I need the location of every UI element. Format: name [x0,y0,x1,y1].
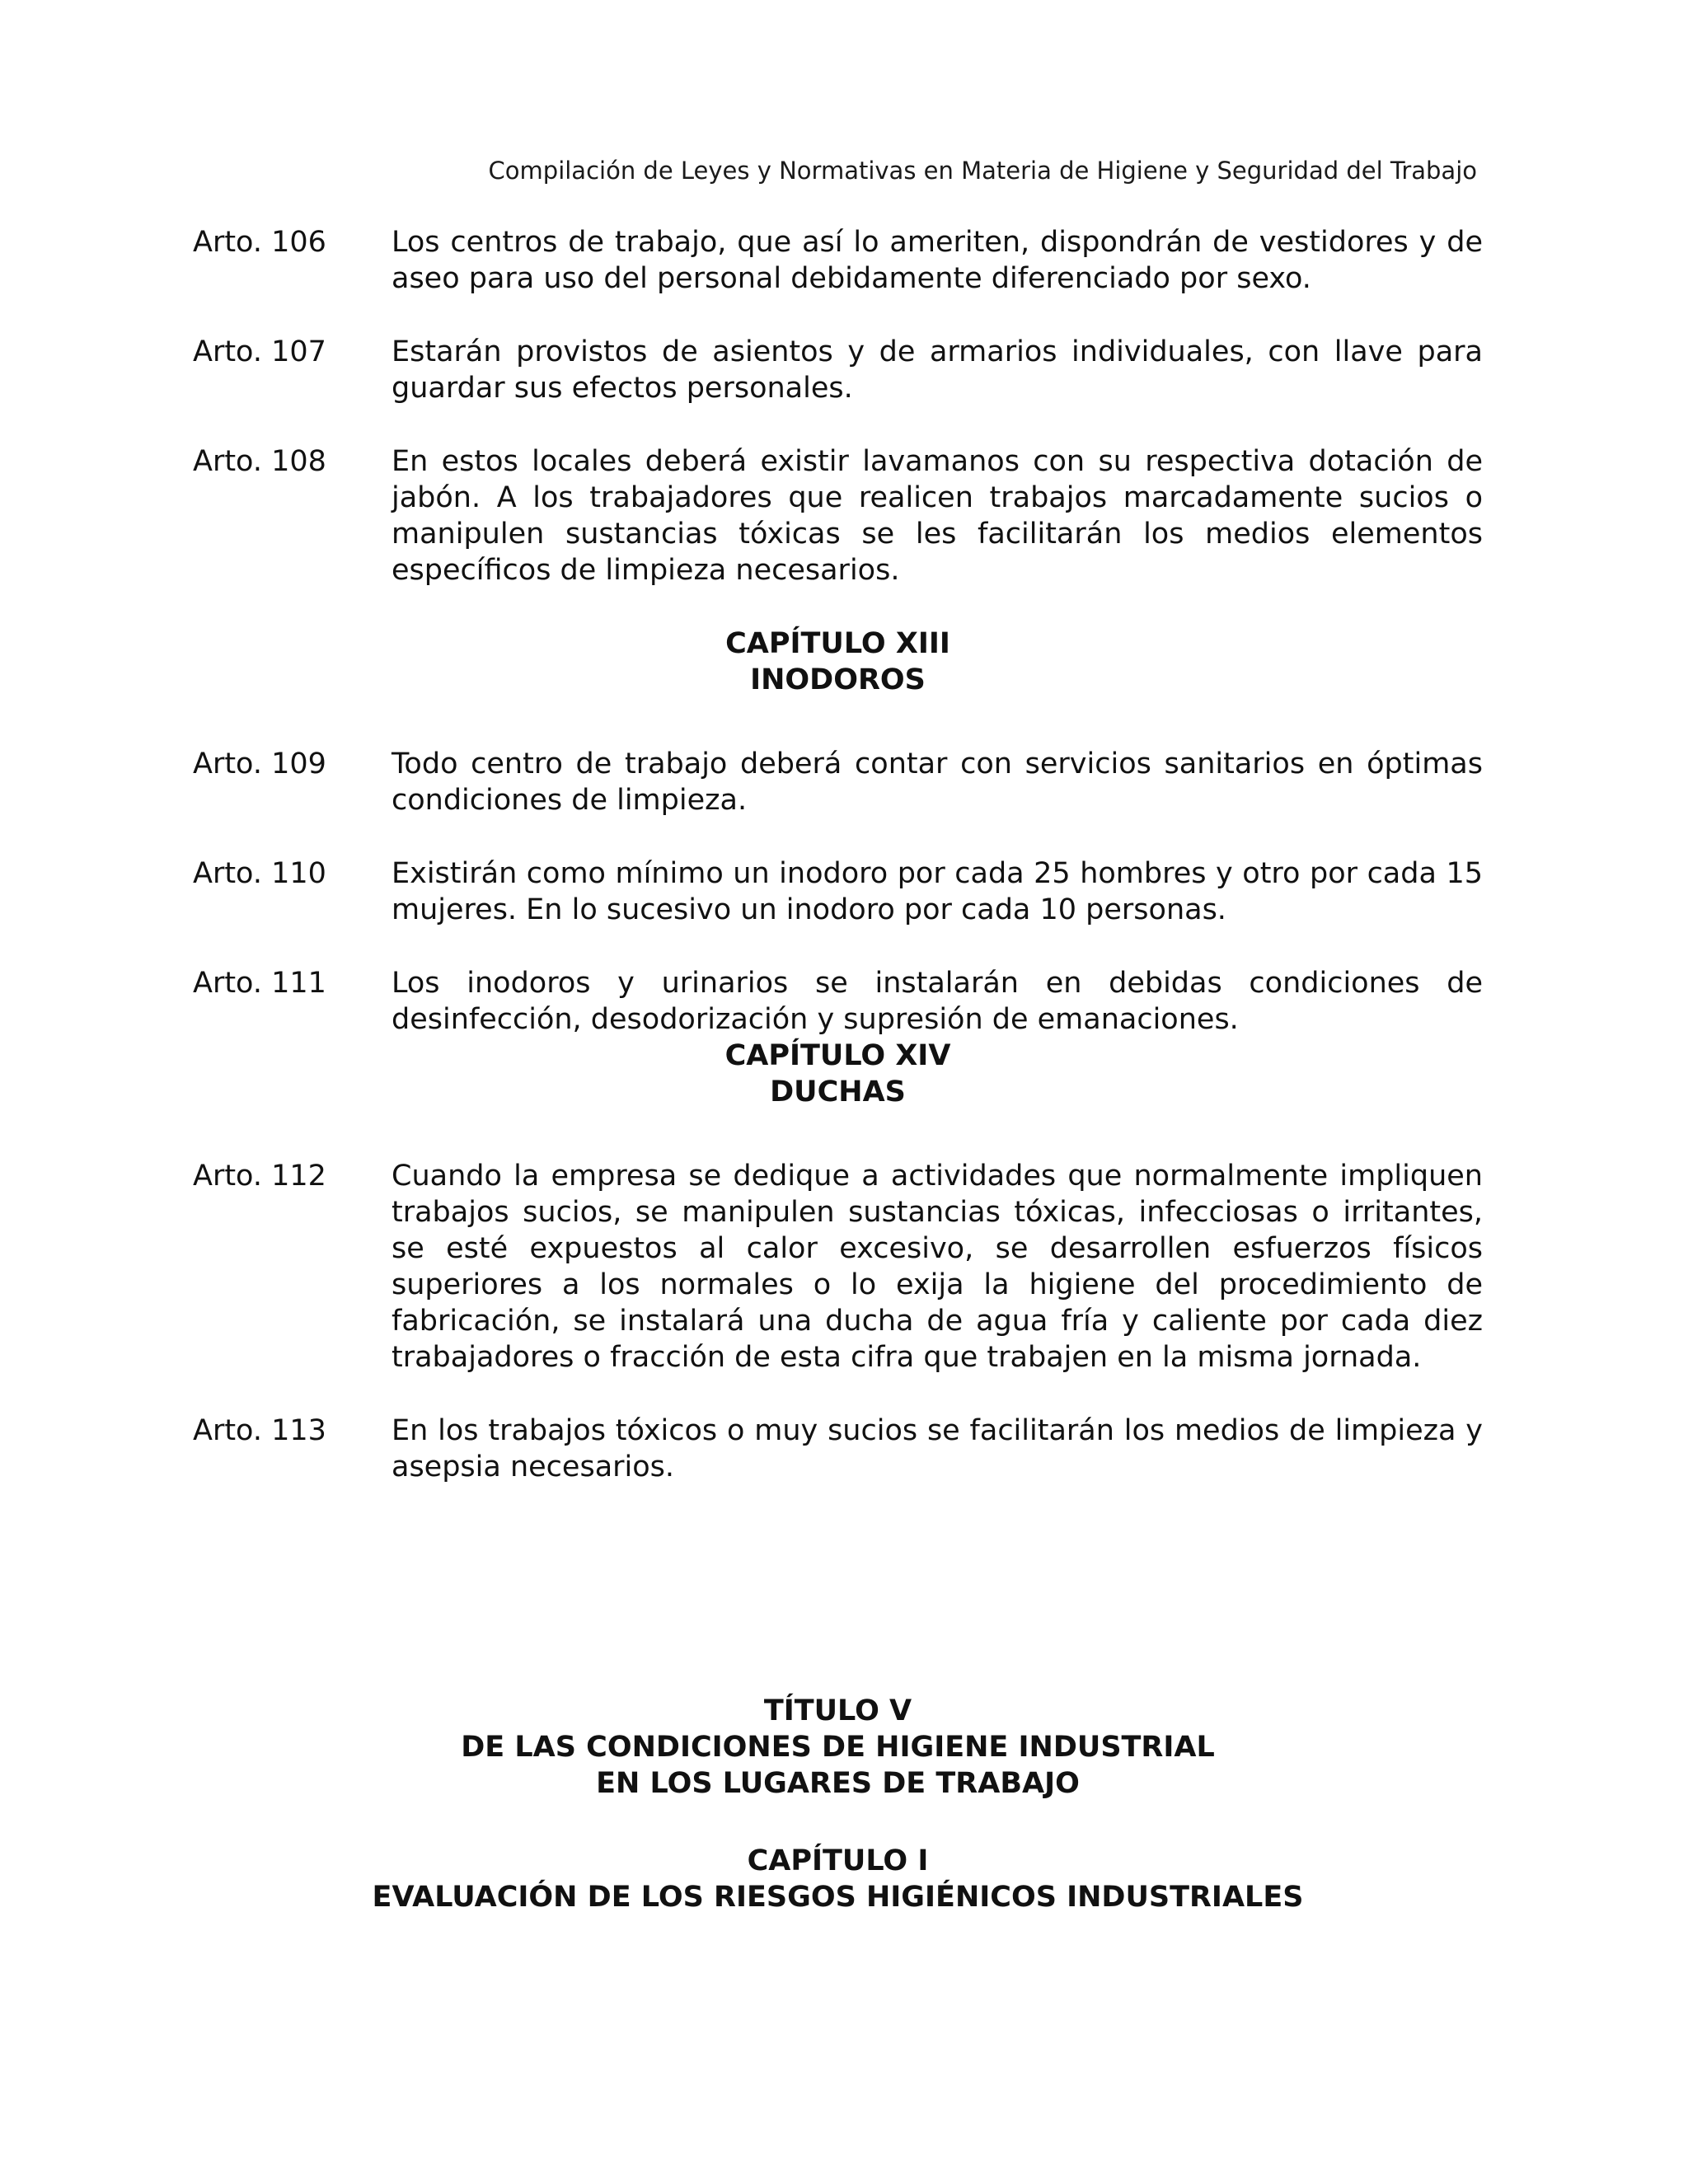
article-number: Arto. 112 [193,1160,326,1193]
title-name-line-2: EN LOS LUGARES DE TRABAJO [596,1767,1080,1800]
article-113 [193,1413,1483,1485]
article-text: En estos locales deberá existir lavamanos con su respectiva dotación de jabón. A los trabajadores que realicen trabajos marcadamente sucios o manipulen sustancias tóxicas se les facilitarán los medios elementos específicos de limpieza necesarios. [392,445,1483,587]
title-name-line-1: DE LAS CONDICIONES DE HIGIENE INDUSTRIAL [461,1731,1215,1764]
article-number: Arto. 109 [193,748,326,780]
article-number: Arto. 107 [193,335,326,368]
article-number: Arto. 113 [193,1414,326,1447]
article-text: Los centros de trabajo, que así lo ameriten, dispondrán de vestidores y de aseo para uso del personal debidamente diferenciado por sexo. [392,226,1483,295]
chapter-title: DUCHAS [770,1076,906,1108]
document-body [193,224,1483,1915]
article-number: Arto. 108 [193,445,326,478]
article-108 [193,443,1483,588]
article-106 [193,224,1483,297]
article-text: Cuando la empresa se dedique a actividades que normalmente impliquen trabajos sucios, se manipulen sustancias tóxicas, infecciosas o irritantes, se esté expuestos al calor excesivo, se desarrollen esfuerzos físicos superiores a los normales o lo exija la higiene del procedimiento de fabricación, se instalará una ducha de agua fría y caliente por cada diez trabajadores o fracción de esta cifra que trabajen en la misma jornada. [392,1160,1483,1374]
article-text: Existirán como mínimo un inodoro por cada 25 hombres y otro por cada 15 mujeres. En lo sucesivo un inodoro por cada 10 personas. [392,857,1483,926]
chapter-title: INODOROS [750,663,926,696]
article-text: Todo centro de trabajo deberá contar con servicios sanitarios en óptimas condiciones de limpieza. [392,748,1483,817]
article-112 [193,1158,1483,1376]
article-text: Estarán provistos de asientos y de armarios individuales, con llave para guardar sus efectos personales. [392,335,1483,405]
article-111 [193,965,1483,1038]
article-number: Arto. 106 [193,226,326,259]
chapter-heading-xiv [193,1038,1483,1110]
title-heading-v [193,1693,1483,1802]
chapter-number: CAPÍTULO XIV [724,1039,951,1072]
article-text: Los inodoros y urinarios se instalarán en debidas condiciones de desinfección, desodorización y supresión de emanaciones. [392,967,1483,1036]
running-header: Compilación de Leyes y Normativas en Materia de Higiene y Seguridad del Trabajo [488,157,1477,185]
article-110 [193,855,1483,928]
title-number: TÍTULO V [763,1694,912,1727]
article-text: En los trabajos tóxicos o muy sucios se facilitarán los medios de limpieza y asepsia necesarios. [392,1414,1483,1483]
article-number: Arto. 110 [193,857,326,890]
article-107 [193,334,1483,406]
chapter-number: CAPÍTULO I [747,1844,929,1877]
article-109 [193,746,1483,818]
article-number: Arto. 111 [193,967,326,1000]
chapter-heading-xiii [193,626,1483,698]
chapter-title: EVALUACIÓN DE LOS RIESGOS HIGIÉNICOS INDUSTRIALES [372,1881,1304,1914]
chapter-number: CAPÍTULO XIII [725,627,950,660]
chapter-heading-i [193,1843,1483,1915]
